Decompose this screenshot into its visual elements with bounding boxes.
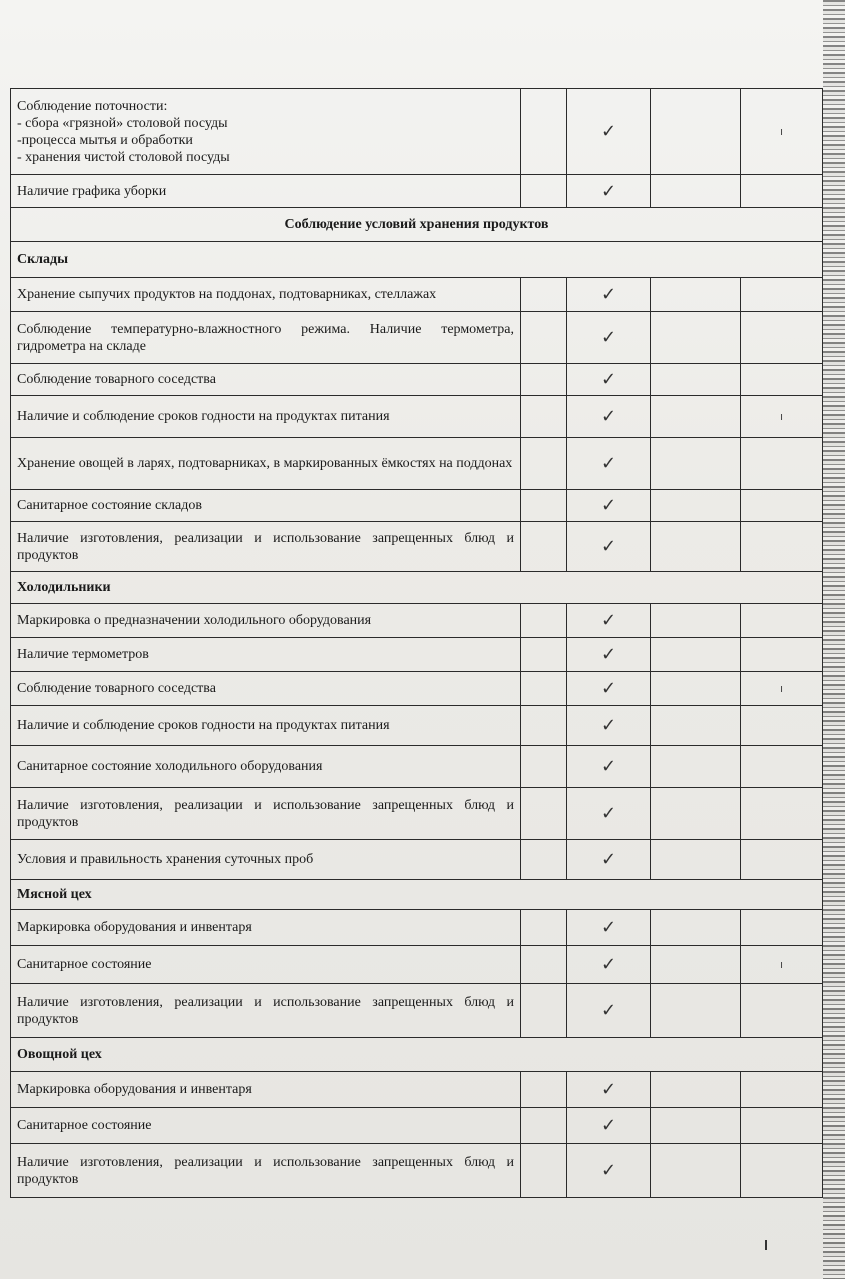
empty-cell <box>521 1108 567 1144</box>
criterion-text <box>11 89 521 175</box>
note-mark-cell <box>741 490 823 522</box>
category-title: Мясной цех <box>11 880 823 910</box>
empty-cell <box>521 746 567 788</box>
criterion-text: Наличие и соблюдение сроков годности на продуктах питания <box>11 706 521 746</box>
empty-cell <box>651 706 741 746</box>
empty-cell <box>651 396 741 438</box>
empty-cell <box>521 278 567 312</box>
empty-cell <box>651 278 741 312</box>
category-row <box>11 572 823 604</box>
empty-cell <box>521 1144 567 1198</box>
note-mark-cell <box>741 706 823 746</box>
checklist-item-row <box>11 840 823 880</box>
empty-cell <box>651 1144 741 1198</box>
note-mark-cell: ı <box>741 89 823 175</box>
empty-cell <box>521 175 567 208</box>
criterion-text: Соблюдение товарного соседства <box>11 364 521 396</box>
checklist-item-row <box>11 364 823 396</box>
checklist-item-row <box>11 946 823 984</box>
criterion-line: Соблюдение поточности: <box>17 98 168 114</box>
empty-cell <box>521 438 567 490</box>
empty-cell <box>651 1108 741 1144</box>
empty-cell <box>651 312 741 364</box>
empty-cell <box>651 438 741 490</box>
checkmark-cell: ✓ <box>567 1072 651 1108</box>
empty-cell <box>651 984 741 1038</box>
checklist-item-row <box>11 278 823 312</box>
category-title: Склады <box>11 242 823 278</box>
note-mark-cell <box>741 1108 823 1144</box>
checklist-item-row <box>11 746 823 788</box>
criterion-text: Маркировка оборудования и инвентаря <box>11 910 521 946</box>
empty-cell <box>521 312 567 364</box>
note-mark-cell <box>741 522 823 572</box>
criterion-text: Наличие и соблюдение сроков годности на продуктах питания <box>11 396 521 438</box>
empty-cell <box>521 522 567 572</box>
checklist-item-row <box>11 438 823 490</box>
empty-cell <box>521 706 567 746</box>
checkmark-cell: ✓ <box>567 522 651 572</box>
empty-cell <box>651 638 741 672</box>
criterion-text: Хранение сыпучих продуктов на поддонах, подтоварниках, стеллажах <box>11 278 521 312</box>
criterion-line: - хранения чистой столовой посуды <box>17 149 230 165</box>
checklist-item-row <box>11 910 823 946</box>
note-mark-cell <box>741 910 823 946</box>
checkmark-cell: ✓ <box>567 175 651 208</box>
checkmark-cell: ✓ <box>567 746 651 788</box>
criterion-text: Соблюдение температурно-влажностного режима. Наличие термометра, гидрометра на складе <box>11 312 521 364</box>
category-row <box>11 880 823 910</box>
category-row <box>11 1038 823 1072</box>
note-mark-cell: ı <box>741 396 823 438</box>
checkmark-cell: ✓ <box>567 706 651 746</box>
checkmark-cell: ✓ <box>567 910 651 946</box>
criterion-line: - сбора «грязной» столовой посуды <box>17 115 228 131</box>
checkmark-cell: ✓ <box>567 840 651 880</box>
section-header-row <box>11 208 823 242</box>
checklist-item-row <box>11 89 823 175</box>
criterion-text: Условия и правильность хранения суточных проб <box>11 840 521 880</box>
criterion-text: Маркировка о предназначении холодильного оборудования <box>11 604 521 638</box>
checkmark-cell: ✓ <box>567 312 651 364</box>
checkmark-cell: ✓ <box>567 490 651 522</box>
criterion-text: Санитарное состояние <box>11 946 521 984</box>
checklist-item-row <box>11 788 823 840</box>
checkmark-cell: ✓ <box>567 604 651 638</box>
note-mark-cell <box>741 312 823 364</box>
criterion-text: Наличие изготовления, реализации и использование запрещенных блюд и продуктов <box>11 1144 521 1198</box>
criterion-text: Наличие изготовления, реализации и использование запрещенных блюд и продуктов <box>11 522 521 572</box>
note-mark-cell: ı <box>741 946 823 984</box>
criterion-text: Санитарное состояние холодильного оборудования <box>11 746 521 788</box>
criterion-text: Санитарное состояние складов <box>11 490 521 522</box>
empty-cell <box>521 910 567 946</box>
empty-cell <box>521 89 567 175</box>
empty-cell <box>651 1072 741 1108</box>
checkmark-cell: ✓ <box>567 946 651 984</box>
checklist-item-row <box>11 1108 823 1144</box>
checkmark-cell: ✓ <box>567 638 651 672</box>
criterion-line: -процесса мытья и обработки <box>17 132 193 148</box>
criterion-text: Наличие графика уборки <box>11 175 521 208</box>
checkmark-cell: ✓ <box>567 278 651 312</box>
empty-cell <box>521 840 567 880</box>
checklist-body <box>11 89 823 1198</box>
checklist-item-row <box>11 984 823 1038</box>
note-mark-cell <box>741 278 823 312</box>
empty-cell <box>651 672 741 706</box>
empty-cell <box>521 946 567 984</box>
checklist-item-row <box>11 175 823 208</box>
criterion-text: Санитарное состояние <box>11 1108 521 1144</box>
criterion-text: Хранение овощей в ларях, подтоварниках, в маркированных ёмкостях на поддонах <box>11 438 521 490</box>
empty-cell <box>651 604 741 638</box>
note-mark-cell <box>741 1144 823 1198</box>
category-title: Холодильники <box>11 572 823 604</box>
empty-cell <box>651 946 741 984</box>
note-mark-cell: ı <box>741 672 823 706</box>
note-mark-cell <box>741 438 823 490</box>
checkmark-cell: ✓ <box>567 438 651 490</box>
empty-cell <box>651 89 741 175</box>
checkmark-cell: ✓ <box>567 1144 651 1198</box>
checklist-item-row <box>11 396 823 438</box>
empty-cell <box>521 672 567 706</box>
criterion-text: Соблюдение товарного соседства <box>11 672 521 706</box>
empty-cell <box>651 746 741 788</box>
empty-cell <box>521 638 567 672</box>
checkmark-cell: ✓ <box>567 984 651 1038</box>
empty-cell <box>521 1072 567 1108</box>
empty-cell <box>651 175 741 208</box>
empty-cell <box>651 788 741 840</box>
checkmark-cell: ✓ <box>567 672 651 706</box>
checkmark-cell: ✓ <box>567 364 651 396</box>
stray-pen-mark <box>765 1240 767 1250</box>
empty-cell <box>521 490 567 522</box>
checklist-item-row <box>11 638 823 672</box>
note-mark-cell <box>741 364 823 396</box>
criterion-text: Наличие изготовления, реализации и использование запрещенных блюд и продуктов <box>11 788 521 840</box>
checkmark-cell: ✓ <box>567 89 651 175</box>
empty-cell <box>521 788 567 840</box>
checklist-item-row <box>11 312 823 364</box>
category-row <box>11 242 823 278</box>
note-mark-cell <box>741 840 823 880</box>
note-mark-cell <box>741 175 823 208</box>
note-mark-cell <box>741 604 823 638</box>
checklist-item-row <box>11 522 823 572</box>
criterion-text: Наличие термометров <box>11 638 521 672</box>
criterion-text: Маркировка оборудования и инвентаря <box>11 1072 521 1108</box>
checkmark-cell: ✓ <box>567 1108 651 1144</box>
section-title: Соблюдение условий хранения продуктов <box>11 208 823 242</box>
empty-cell <box>521 364 567 396</box>
empty-cell <box>521 984 567 1038</box>
empty-cell <box>651 910 741 946</box>
checklist-item-row <box>11 604 823 638</box>
page-edge-shadow <box>823 0 845 1279</box>
empty-cell <box>651 490 741 522</box>
empty-cell <box>521 396 567 438</box>
criterion-text: Наличие изготовления, реализации и использование запрещенных блюд и продуктов <box>11 984 521 1038</box>
checklist-item-row <box>11 672 823 706</box>
inspection-checklist-table <box>10 88 823 1198</box>
checklist-item-row <box>11 1144 823 1198</box>
checklist-item-row <box>11 490 823 522</box>
note-mark-cell <box>741 746 823 788</box>
category-title: Овощной цех <box>11 1038 823 1072</box>
empty-cell <box>651 364 741 396</box>
note-mark-cell <box>741 788 823 840</box>
checkmark-cell: ✓ <box>567 396 651 438</box>
note-mark-cell <box>741 984 823 1038</box>
empty-cell <box>521 604 567 638</box>
note-mark-cell <box>741 1072 823 1108</box>
empty-cell <box>651 522 741 572</box>
checklist-item-row <box>11 1072 823 1108</box>
empty-cell <box>651 840 741 880</box>
note-mark-cell <box>741 638 823 672</box>
checkmark-cell: ✓ <box>567 788 651 840</box>
checklist-item-row <box>11 706 823 746</box>
